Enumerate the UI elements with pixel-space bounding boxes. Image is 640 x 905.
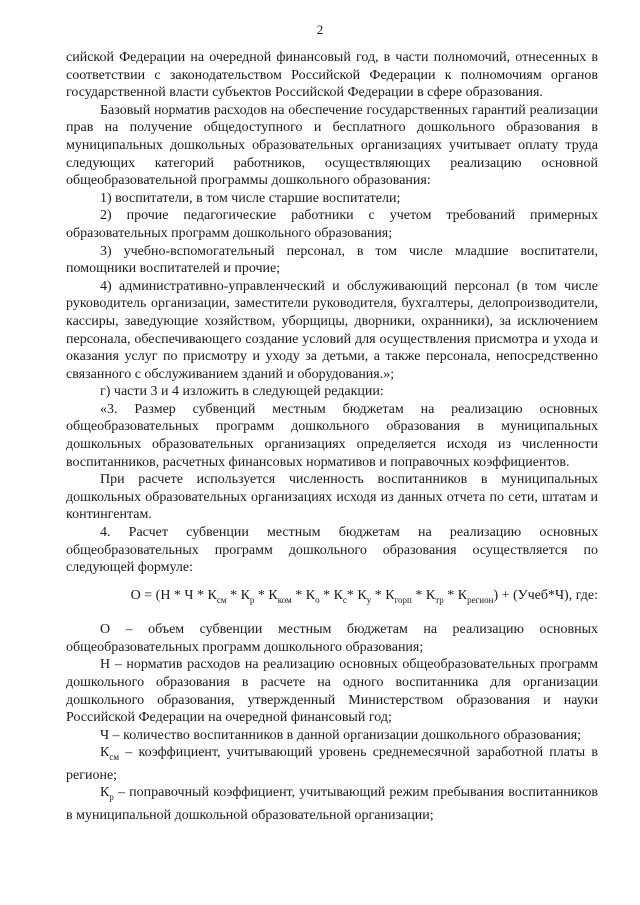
list-item: 2) прочие педагогические работники с учетом требований примерных образовательных программ дошкольного образования; — [66, 208, 598, 241]
definition: $К_р$ – поправочный коэффициент, учитывающий режим пребывания воспитанников в муниципальной дошкольной образовательной организации; — [66, 785, 598, 823]
definition: Ч – количество воспитанников в данной организации дошкольного образования; — [100, 727, 582, 743]
formula: $О = (Н * Ч * К_{см} * К_р * К_{ком} * К_о * К_с*$ $К_у * К_{горп} * К_{тр} * К_{регион}$) + (Учеб*Ч), где: — [130, 587, 598, 605]
definition: $К_{см}$ – коэффициент, учитывающий уровень среднемесячной заработной платы в регионе; — [66, 745, 598, 783]
list-item: 4) административно-управленческий и обслуживающий персонал (в том числе руководитель организации, заместители руководителя, бухгалтеры, делопроизводители, кассиры, заведующие хозяйством, уборщицы, дворники, охранники), за исключением персонала, обеспечивающего создание условий для осуществления присмотра и ухода и оказания услуг по присмотру и уходу за детьми, а также персонала, непосредственно связанного с обслуживанием зданий и оборудования.»; — [66, 278, 598, 382]
list-item: 1) воспитатели, в том числе старшие воспитатели; — [100, 190, 401, 206]
definition: О – объем субвенции местным бюджетам на реализацию основных общеобразовательных программ дошкольного образования; — [66, 622, 598, 655]
paragraph: сийской Федерации на очередной финансовый год, в части полномочий, отнесенных в соответствии с законодательством Российской Федерации к полномочиям органов государственной власти субъектов Российской Федерации в сфере образования. — [66, 50, 598, 101]
paragraph: Базовый норматив расходов на обеспечение государственных гарантий реализации прав на получение общедоступного и бесплатного дошкольного образования в муниципальных дошкольных образовательных организациях учитывает оплату труда следующих категорий работников, осуществляющих реализацию основной общеобразовательной программы дошкольного образования: — [66, 102, 598, 189]
paragraph: г) части 3 и 4 изложить в следующей редакции: — [100, 384, 384, 400]
paragraph: При расчете используется численность воспитанников в муниципальных дошкольных образовательных организациях исходя из данных отчета по сети, штатам и контингентам. — [66, 472, 598, 523]
paragraph: «3. Размер субвенций местным бюджетам на реализацию основных общеобразовательных программ дошкольного образования в муниципальных дошкольных образовательных организациях определяется исходя из численности воспитанников, расчетных финансовых нормативов и поправочных коэффициентов. — [66, 401, 598, 470]
definition: Н – норматив расходов на реализацию основных общеобразовательных программ дошкольного образования в расчете на одного воспитанника для организации дошкольного образования, утвержденный Министерством образования и науки Российской Федерации на очередной финансовый год; — [66, 657, 598, 726]
paragraph: 4. Расчет субвенции местным бюджетам на реализацию основных общеобразовательных программ дошкольного образования осуществляется по следующей формуле: — [66, 525, 598, 576]
page-number: 2 — [316, 22, 324, 37]
list-item: 3) учебно-вспомогательный персонал, в том числе младшие воспитатели, помощники воспитателей и прочие; — [66, 243, 598, 277]
document-body — [66, 49, 598, 824]
